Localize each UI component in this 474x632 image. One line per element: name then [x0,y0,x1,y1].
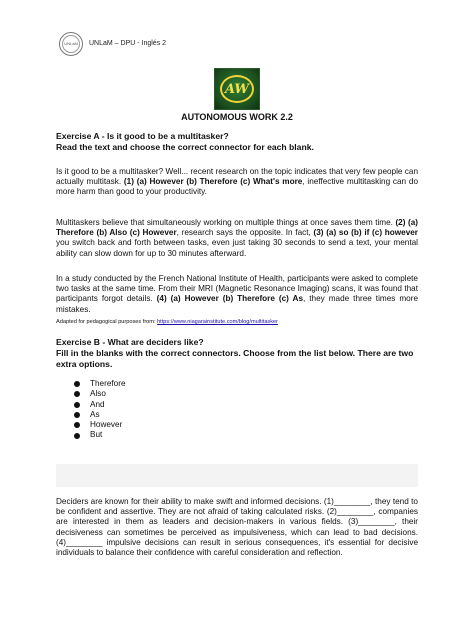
option-label: But [90,430,103,440]
option-label: As [90,409,100,419]
bullet-icon [74,381,80,387]
list-item [74,420,126,430]
bullet-icon [74,412,80,418]
exercise-a-instruction: Read the text and choose the correct connector for each blank. [56,142,314,152]
exercise-a-title: Exercise A - Is it good to be a multitasker? [56,131,229,141]
list-item [74,400,126,410]
option-label: However [90,420,123,430]
exercise-a-paragraph-3 [56,274,418,315]
bullet-icon [74,433,80,439]
p2-text: Multitaskers believe that simultaneously working on multiple things at once saves them time. [56,218,396,227]
list-item [74,430,126,440]
source-citation [56,319,418,325]
exercise-a-heading [56,131,418,153]
blank-4-options: (4) (a) However (b) Therefore (c) As [156,294,304,304]
exercise-a-paragraph-1 [56,167,418,198]
source-label: Adapted for pedagogical purposes from: [56,319,158,325]
university-seal-icon [59,32,83,56]
list-item [74,389,126,399]
exercise-a-paragraph-2 [56,218,418,259]
logo-ring-icon [220,75,254,103]
p3-text: In a study conducted by the French National Institute of Health, participants were asked to complete two tasks at the same time. From their MRI (Magnetic Resonance Imaging) scans, it was found that participants forgot details. [56,274,418,304]
p2-text-mid: , research says the opposite. In fact, [176,228,314,238]
option-label: Also [90,389,106,399]
p2-text-end: you switch back and forth between tasks, even just taking 30 seconds to send a text, your mental ability can slow down for up to 30 minutes afterward. [56,238,418,258]
list-item [74,410,126,420]
blank-2-options: (2) (a) Therefore (b) Also (c) However [56,218,418,238]
exercise-b-title: Exercise B - What are deciders like? [56,337,204,347]
option-label: And [90,399,105,409]
p3-text-end: , they made three times more mistakes. [56,294,418,314]
page-title: AUTONOMOUS WORK 2.2 [181,112,293,122]
course-header: UNLaM – DPU - Inglés 2 [89,40,167,47]
exercise-b-heading [56,337,418,370]
option-label: Therefore [90,379,126,388]
bullet-icon [74,422,80,428]
source-link[interactable]: https://www.niagarainstitute.com/blog/multitasker [157,319,279,325]
autonomous-work-logo [214,68,260,110]
bullet-icon [74,391,80,397]
blank-shaded-box [56,464,418,487]
seal-text: UNLaM [62,35,80,53]
blank-1-options: (1) (a) However (b) Therefore (c) What's more [123,177,303,187]
exercise-b-paragraph: Deciders are known for their ability to make swift and informed decisions. (1)________, they tend to be confident and assertive. They are not afraid of taking calculated risks. (2)________, companies are interested in them as leaders and decision-makers in various fields. (3)________, their decisiveness can sometimes be perceived as impulsiveness, which can lead to bad decisions. (4)________ impulsive decisions can result in serious consequences, it's essential for decisive individuals to balance their confidence with careful consideration and reflection. [56,497,418,558]
p1-text: Is it good to be a multitasker? Well... recent research on the topic indicates that very few people can actually multitask. [56,167,418,187]
blank-3-options: (3) (a) so (b) if (c) however [313,228,418,238]
list-item [74,379,126,389]
logo-text: AW [224,81,250,97]
connector-options-list [74,379,126,441]
bullet-icon [74,402,80,408]
exercise-b-instruction: Fill in the blanks with the correct connectors. Choose from the list below. There are two extra options. [56,348,414,369]
p1-text-end: , ineffective multitasking can do more harm than good to your productivity. [56,177,418,197]
